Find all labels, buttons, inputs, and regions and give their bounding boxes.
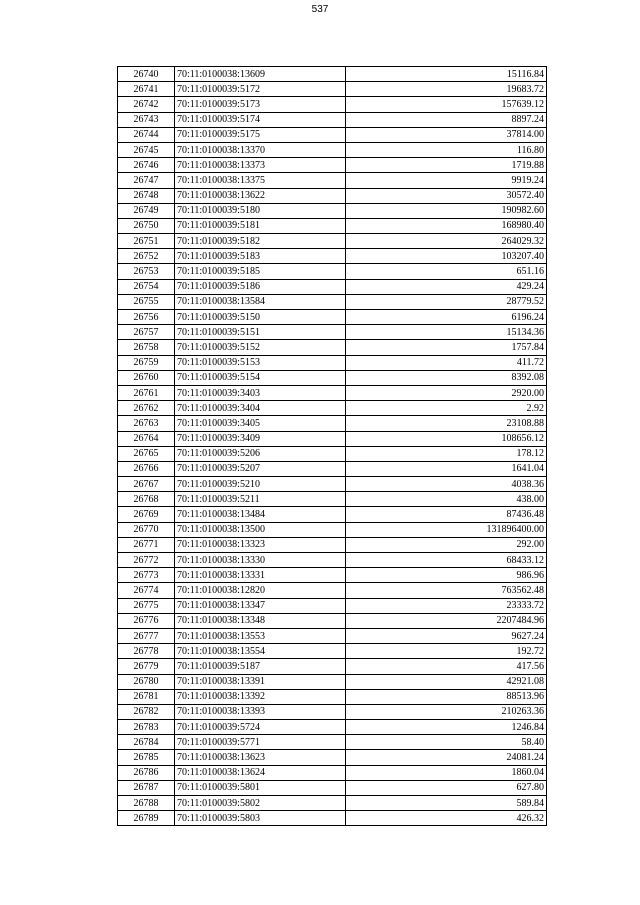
value-cell: 190982.60 — [346, 203, 547, 218]
cadastral-number-cell: 70:11:0100039:5771 — [175, 735, 346, 750]
cadastral-number-cell: 70:11:0100039:5724 — [175, 720, 346, 735]
value-cell: 87436.48 — [346, 507, 547, 522]
row-number-cell: 26761 — [118, 385, 175, 400]
value-cell: 264029.32 — [346, 234, 547, 249]
row-number-cell: 26764 — [118, 431, 175, 446]
value-cell: 4038.36 — [346, 477, 547, 492]
page-number: 537 — [311, 4, 329, 15]
value-cell: 116.80 — [346, 142, 547, 157]
cadastral-number-cell: 70:11:0100038:13554 — [175, 644, 346, 659]
value-cell: 411.72 — [346, 355, 547, 370]
cadastral-number-cell: 70:11:0100039:5175 — [175, 127, 346, 142]
cadastral-number-cell: 70:11:0100039:5172 — [175, 82, 346, 97]
row-number-cell: 26785 — [118, 750, 175, 765]
row-number-cell: 26768 — [118, 492, 175, 507]
row-number-cell: 26778 — [118, 644, 175, 659]
value-cell: 1719.88 — [346, 158, 547, 173]
table-row — [118, 765, 547, 780]
value-cell: 103207.40 — [346, 249, 547, 264]
value-cell: 429.24 — [346, 279, 547, 294]
cadastral-number-cell: 70:11:0100039:5154 — [175, 370, 346, 385]
cadastral-number-cell: 70:11:0100039:5185 — [175, 264, 346, 279]
row-number-cell: 26740 — [118, 67, 175, 82]
row-number-cell: 26756 — [118, 310, 175, 325]
cadastral-number-cell: 70:11:0100038:13484 — [175, 507, 346, 522]
row-number-cell: 26744 — [118, 127, 175, 142]
row-number-cell: 26760 — [118, 370, 175, 385]
cadastral-number-cell: 70:11:0100038:13348 — [175, 613, 346, 628]
row-number-cell: 26743 — [118, 112, 175, 127]
table-row — [118, 644, 547, 659]
cadastral-number-cell: 70:11:0100039:3405 — [175, 416, 346, 431]
value-cell: 42921.08 — [346, 674, 547, 689]
value-cell: 108656.12 — [346, 431, 547, 446]
table-row — [118, 796, 547, 811]
table-row — [118, 780, 547, 795]
table-row — [118, 401, 547, 416]
cadastral-number-cell: 70:11:0100039:5182 — [175, 234, 346, 249]
table-row — [118, 735, 547, 750]
value-cell: 589.84 — [346, 796, 547, 811]
value-cell: 9627.24 — [346, 628, 547, 643]
value-cell: 8392.08 — [346, 370, 547, 385]
table-row — [118, 264, 547, 279]
cadastral-number-cell: 70:11:0100039:5181 — [175, 218, 346, 233]
row-number-cell: 26775 — [118, 598, 175, 613]
cadastral-number-cell: 70:11:0100038:13330 — [175, 553, 346, 568]
cadastral-number-cell: 70:11:0100039:5801 — [175, 780, 346, 795]
table-row — [118, 294, 547, 309]
value-cell: 6196.24 — [346, 310, 547, 325]
table-row — [118, 750, 547, 765]
value-cell: 68433.12 — [346, 553, 547, 568]
row-number-cell: 26773 — [118, 568, 175, 583]
table-row — [118, 613, 547, 628]
table-row — [118, 310, 547, 325]
row-number-cell: 26779 — [118, 659, 175, 674]
row-number-cell: 26783 — [118, 720, 175, 735]
table-row — [118, 279, 547, 294]
table-row — [118, 82, 547, 97]
row-number-cell: 26762 — [118, 401, 175, 416]
value-cell: 157639.12 — [346, 97, 547, 112]
value-cell: 30572.40 — [346, 188, 547, 203]
cadastral-number-cell: 70:11:0100038:13584 — [175, 294, 346, 309]
cadastral-number-cell: 70:11:0100038:13370 — [175, 142, 346, 157]
table-body — [118, 67, 547, 826]
row-number-cell: 26781 — [118, 689, 175, 704]
table-row — [118, 127, 547, 142]
value-cell: 292.00 — [346, 537, 547, 552]
value-cell: 192.72 — [346, 644, 547, 659]
value-cell: 58.40 — [346, 735, 547, 750]
row-number-cell: 26780 — [118, 674, 175, 689]
value-cell: 2.92 — [346, 401, 547, 416]
value-cell: 23108.88 — [346, 416, 547, 431]
table-row — [118, 325, 547, 340]
table-row — [118, 553, 547, 568]
cadastral-number-cell: 70:11:0100039:3403 — [175, 385, 346, 400]
row-number-cell: 26777 — [118, 628, 175, 643]
value-cell: 15116.84 — [346, 67, 547, 82]
value-cell: 986.96 — [346, 568, 547, 583]
table-row — [118, 203, 547, 218]
cadastral-number-cell: 70:11:0100039:5153 — [175, 355, 346, 370]
row-number-cell: 26741 — [118, 82, 175, 97]
cadastral-number-cell: 70:11:0100039:5802 — [175, 796, 346, 811]
cadastral-number-cell: 70:11:0100038:12820 — [175, 583, 346, 598]
cadastral-number-cell: 70:11:0100039:5180 — [175, 203, 346, 218]
cadastral-number-cell: 70:11:0100039:3409 — [175, 431, 346, 446]
cadastral-number-cell: 70:11:0100039:5183 — [175, 249, 346, 264]
row-number-cell: 26774 — [118, 583, 175, 598]
data-table — [117, 66, 547, 826]
cadastral-number-cell: 70:11:0100039:5211 — [175, 492, 346, 507]
cadastral-number-cell: 70:11:0100038:13609 — [175, 67, 346, 82]
value-cell: 23333.72 — [346, 598, 547, 613]
row-number-cell: 26757 — [118, 325, 175, 340]
value-cell: 651.16 — [346, 264, 547, 279]
table-row — [118, 340, 547, 355]
row-number-cell: 26771 — [118, 537, 175, 552]
cadastral-number-cell: 70:11:0100038:13375 — [175, 173, 346, 188]
table-row — [118, 158, 547, 173]
value-cell: 168980.40 — [346, 218, 547, 233]
row-number-cell: 26755 — [118, 294, 175, 309]
row-number-cell: 26758 — [118, 340, 175, 355]
cadastral-number-cell: 70:11:0100038:13500 — [175, 522, 346, 537]
cadastral-number-cell: 70:11:0100038:13624 — [175, 765, 346, 780]
cadastral-number-cell: 70:11:0100039:5210 — [175, 477, 346, 492]
cadastral-number-cell: 70:11:0100038:13323 — [175, 537, 346, 552]
row-number-cell: 26752 — [118, 249, 175, 264]
cadastral-number-cell: 70:11:0100038:13392 — [175, 689, 346, 704]
value-cell: 1860.04 — [346, 765, 547, 780]
table-row — [118, 537, 547, 552]
value-cell: 763562.48 — [346, 583, 547, 598]
value-cell: 19683.72 — [346, 82, 547, 97]
cadastral-number-cell: 70:11:0100038:13373 — [175, 158, 346, 173]
row-number-cell: 26749 — [118, 203, 175, 218]
value-cell: 2207484.96 — [346, 613, 547, 628]
row-number-cell: 26776 — [118, 613, 175, 628]
cadastral-number-cell: 70:11:0100039:5186 — [175, 279, 346, 294]
value-cell: 15134.36 — [346, 325, 547, 340]
table-row — [118, 689, 547, 704]
table-row — [118, 522, 547, 537]
table-row — [118, 568, 547, 583]
row-number-cell: 26767 — [118, 477, 175, 492]
row-number-cell: 26788 — [118, 796, 175, 811]
cadastral-number-cell: 70:11:0100038:13553 — [175, 628, 346, 643]
table-row — [118, 477, 547, 492]
cadastral-number-cell: 70:11:0100039:5207 — [175, 461, 346, 476]
row-number-cell: 26750 — [118, 218, 175, 233]
cadastral-number-cell: 70:11:0100039:5174 — [175, 112, 346, 127]
table-row — [118, 188, 547, 203]
row-number-cell: 26769 — [118, 507, 175, 522]
table-row — [118, 598, 547, 613]
table-row — [118, 218, 547, 233]
row-number-cell: 26753 — [118, 264, 175, 279]
row-number-cell: 26759 — [118, 355, 175, 370]
value-cell: 28779.52 — [346, 294, 547, 309]
cadastral-number-cell: 70:11:0100038:13393 — [175, 704, 346, 719]
value-cell: 1641.04 — [346, 461, 547, 476]
cadastral-number-cell: 70:11:0100038:13331 — [175, 568, 346, 583]
value-cell: 438.00 — [346, 492, 547, 507]
row-number-cell: 26786 — [118, 765, 175, 780]
value-cell: 178.12 — [346, 446, 547, 461]
row-number-cell: 26747 — [118, 173, 175, 188]
value-cell: 210263.36 — [346, 704, 547, 719]
table-row — [118, 249, 547, 264]
table-row — [118, 385, 547, 400]
table-row — [118, 461, 547, 476]
row-number-cell: 26742 — [118, 97, 175, 112]
value-cell: 88513.96 — [346, 689, 547, 704]
value-cell: 417.56 — [346, 659, 547, 674]
table-row — [118, 492, 547, 507]
value-cell: 37814.00 — [346, 127, 547, 142]
cadastral-number-cell: 70:11:0100039:5152 — [175, 340, 346, 355]
row-number-cell: 26770 — [118, 522, 175, 537]
row-number-cell: 26784 — [118, 735, 175, 750]
table-row — [118, 507, 547, 522]
cadastral-number-cell: 70:11:0100039:5187 — [175, 659, 346, 674]
row-number-cell: 26748 — [118, 188, 175, 203]
row-number-cell: 26772 — [118, 553, 175, 568]
row-number-cell: 26789 — [118, 811, 175, 826]
table-row — [118, 67, 547, 82]
table-row — [118, 173, 547, 188]
table-row — [118, 370, 547, 385]
table-row — [118, 234, 547, 249]
table-row — [118, 811, 547, 826]
table-row — [118, 112, 547, 127]
value-cell: 627.80 — [346, 780, 547, 795]
row-number-cell: 26782 — [118, 704, 175, 719]
cadastral-number-cell: 70:11:0100039:5151 — [175, 325, 346, 340]
row-number-cell: 26765 — [118, 446, 175, 461]
value-cell: 1757.84 — [346, 340, 547, 355]
table-row — [118, 355, 547, 370]
cadastral-number-cell: 70:11:0100039:5206 — [175, 446, 346, 461]
value-cell: 8897.24 — [346, 112, 547, 127]
row-number-cell: 26754 — [118, 279, 175, 294]
value-cell: 426.32 — [346, 811, 547, 826]
row-number-cell: 26763 — [118, 416, 175, 431]
cadastral-number-cell: 70:11:0100038:13622 — [175, 188, 346, 203]
row-number-cell: 26746 — [118, 158, 175, 173]
value-cell: 1246.84 — [346, 720, 547, 735]
table-row — [118, 704, 547, 719]
cadastral-number-cell: 70:11:0100039:5173 — [175, 97, 346, 112]
cadastral-number-cell: 70:11:0100038:13623 — [175, 750, 346, 765]
cadastral-number-cell: 70:11:0100039:5150 — [175, 310, 346, 325]
row-number-cell: 26745 — [118, 142, 175, 157]
table-row — [118, 416, 547, 431]
cadastral-number-cell: 70:11:0100039:5803 — [175, 811, 346, 826]
table-row — [118, 583, 547, 598]
cadastral-number-cell: 70:11:0100039:3404 — [175, 401, 346, 416]
row-number-cell: 26751 — [118, 234, 175, 249]
row-number-cell: 26766 — [118, 461, 175, 476]
table-row — [118, 659, 547, 674]
value-cell: 131896400.00 — [346, 522, 547, 537]
value-cell: 9919.24 — [346, 173, 547, 188]
cadastral-number-cell: 70:11:0100038:13347 — [175, 598, 346, 613]
table-row — [118, 142, 547, 157]
table-row — [118, 97, 547, 112]
value-cell: 2920.00 — [346, 385, 547, 400]
table-row — [118, 674, 547, 689]
table-row — [118, 446, 547, 461]
row-number-cell: 26787 — [118, 780, 175, 795]
value-cell: 24081.24 — [346, 750, 547, 765]
table-row — [118, 431, 547, 446]
table-row — [118, 628, 547, 643]
cadastral-number-cell: 70:11:0100038:13391 — [175, 674, 346, 689]
table-row — [118, 720, 547, 735]
